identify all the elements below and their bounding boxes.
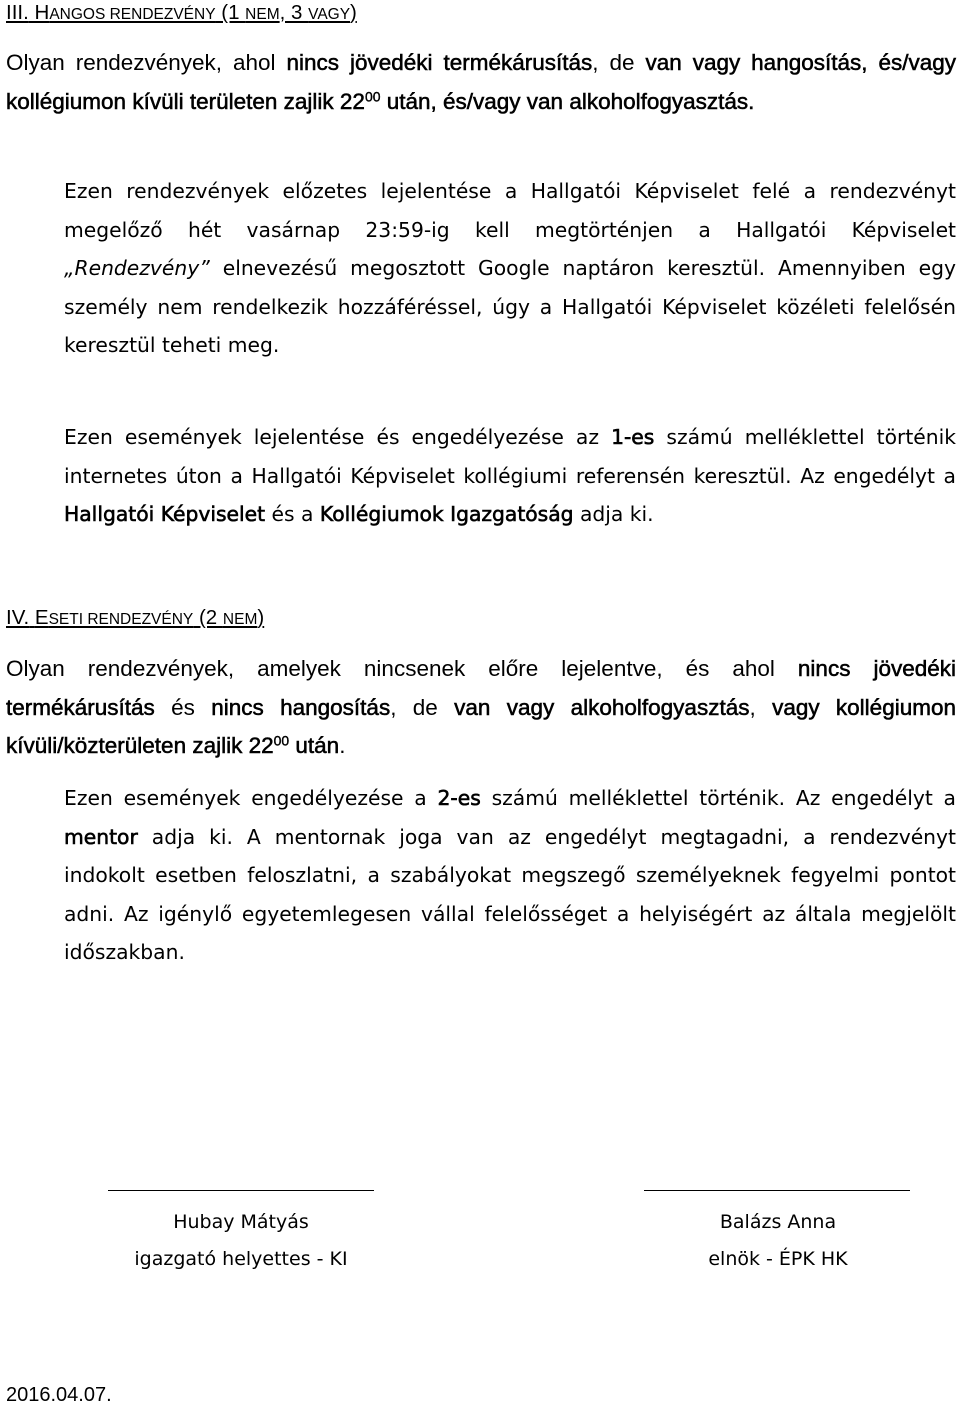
bold-text-run: nincs hangosítás [211, 694, 391, 720]
text-run: adja ki. A mentornak joga van az engedélyt megtagadni, a rendezvényt indokolt esetben feloszlatni, a szabályokat megszegő személyeknek fegyelmi pontot adni. Az igénylő egyetemlegesen vállal felelősséget a helyiségért az általa megjelölt időszakban. [64, 824, 956, 964]
section-4-count-nem: NEM [222, 611, 258, 628]
section-4-title-initial: E [34, 606, 49, 629]
section-3-heading [6, 0, 357, 28]
text-run: elnevezésű megosztott Google naptáron keresztül. Amennyiben egy személy nem rendelkezik hozzáféréssel, úgy a Hallgatói Képviselet közéleti felelősén keresztül teheti meg. [64, 256, 956, 357]
text-run: Olyan rendezvények, amelyek nincsenek előre lejelentve, és ahol [6, 656, 798, 681]
bold-text-run: 2-es [437, 786, 481, 810]
text-run: , de [592, 50, 646, 75]
bold-text-run: 00 [364, 87, 381, 104]
bold-text-run: után [289, 733, 340, 758]
section-3-count-nem: NEM [245, 6, 280, 23]
text-run: . [339, 733, 346, 758]
section-4-definition [6, 650, 956, 766]
bold-text-run: 00 [273, 732, 290, 749]
section-3-count-open: (1 [215, 1, 246, 24]
section-3-title: ANGOS RENDEZVÉNY [49, 6, 216, 23]
section-3-definition [6, 44, 956, 121]
bold-text-run: 1-es [611, 425, 655, 449]
text-run: Ezen rendezvények előzetes lejelentése a Hallgatói Képviselet felé a rendezvényt megelőző hét vasárnap 23:59-ig kell megtörténjen a Hallgatói Képviselet [64, 179, 956, 242]
text-run: , [749, 694, 773, 720]
section-4-number: IV. [6, 606, 30, 629]
section-4-count-close: ) [257, 606, 265, 629]
bold-text-run: Hallgatói Képviselet [64, 502, 266, 526]
left-signature-line [108, 1190, 374, 1191]
text-run: Ezen események engedélyezése a [64, 786, 438, 810]
section-4-count-open: (2 [193, 606, 223, 629]
left-signatory-title: igazgató helyettes - KI [134, 1248, 348, 1270]
section-3-count-vagy: VAGY [308, 6, 351, 23]
text-run: adja ki. [573, 502, 654, 526]
text-run: számú melléklettel történik internetes úton a Hallgatói Képviselet kollégiumi referensén keresztül. Az engedélyt a [64, 425, 956, 488]
text-run: Olyan rendezvények, ahol [6, 50, 287, 75]
text-run: , de [390, 694, 455, 720]
section-3-reporting-paragraph [64, 172, 956, 365]
bold-text-run: nincs jövedéki termékárusítás [6, 656, 957, 720]
bold-text-run: van vagy alkoholfogyasztás [454, 694, 750, 720]
bold-text-run: után, és/vagy van alkoholfogyasztás. [380, 88, 755, 114]
section-3-count-close: ) [350, 1, 357, 24]
bold-text-run: vagy kollégiumon kívüli/közterületen zajlik 22 [6, 694, 956, 758]
italic-text-run: „Rendezvény” [64, 256, 210, 280]
text-run: és a [265, 502, 320, 526]
left-signatory-name: Hubay Mátyás [173, 1211, 309, 1233]
text-run: számú melléklettel történik. Az engedélyt a [480, 786, 956, 810]
text-run: és [154, 694, 212, 720]
section-3-number: III. [6, 1, 29, 24]
bold-text-run: Kollégiumok Igazgatóság [319, 502, 574, 526]
document-date: 2016.04.07. [6, 1384, 112, 1406]
bold-text-run: nincs jövedéki termékárusítás [286, 50, 593, 75]
bold-text-run: mentor [64, 824, 138, 849]
text-run: Ezen események lejelentése és engedélyezése az [64, 425, 612, 449]
section-3-count-mid: , 3 [279, 1, 309, 24]
right-signatory-title: elnök - ÉPK HK [708, 1248, 848, 1270]
section-4-title: SETI RENDEZVÉNY [48, 611, 194, 628]
section-4-heading [6, 605, 264, 633]
section-3-title-initial: H [34, 1, 50, 24]
right-signatory-name: Balázs Anna [719, 1211, 837, 1233]
section-3-approval-paragraph [64, 418, 956, 534]
section-4-approval-paragraph [64, 779, 956, 972]
bold-text-run: van vagy hangosítás, és/vagy kollégiumon kívüli területen zajlik 22 [6, 50, 956, 114]
right-signature-line [644, 1190, 910, 1191]
